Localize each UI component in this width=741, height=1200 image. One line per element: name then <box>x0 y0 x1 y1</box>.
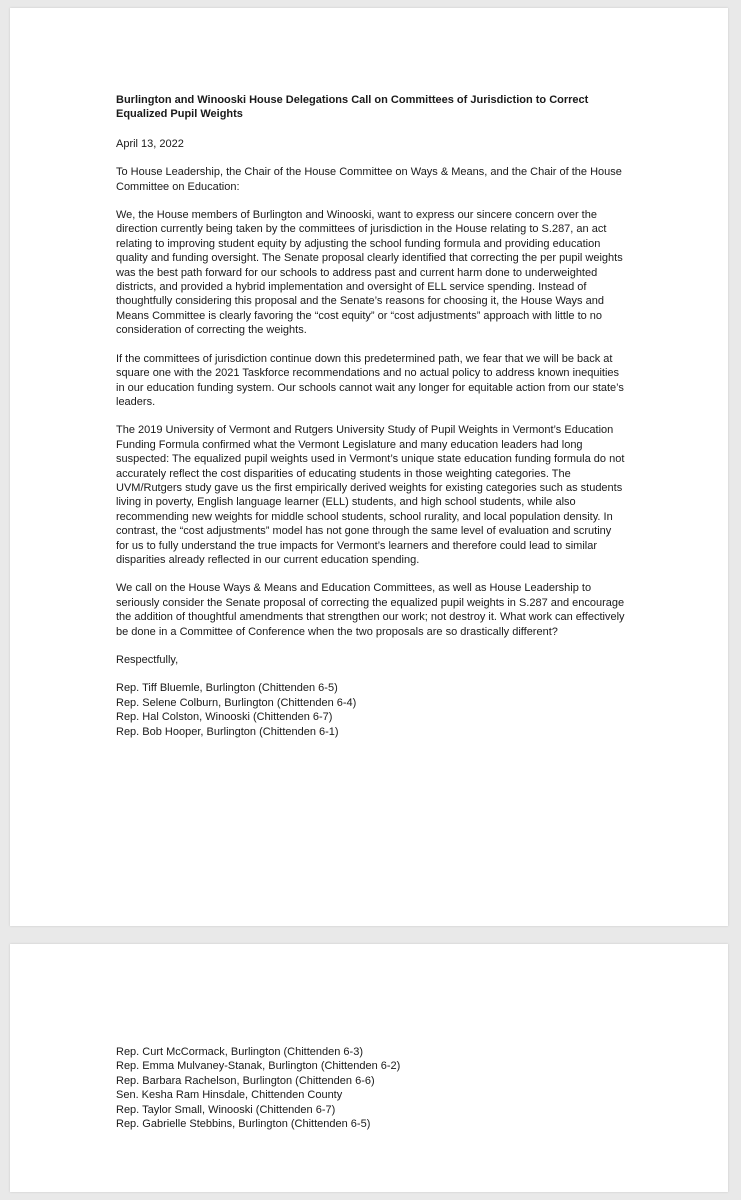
letter-salutation: To House Leadership, the Chair of the House Committee on Ways & Means, and the Chair of the House Committee on Education: <box>116 166 622 193</box>
signer: Rep. Tiff Bluemle, Burlington (Chittenden 6-5) <box>116 682 338 695</box>
signers-list-page-1 <box>116 681 626 739</box>
signer: Rep. Hal Colston, Winooski (Chittenden 6-7) <box>116 711 333 724</box>
signer: Rep. Gabrielle Stebbins, Burlington (Chittenden 6-5) <box>116 1118 371 1131</box>
paragraph-study: The 2019 University of Vermont and Rutgers University Study of Pupil Weights in Vermont’s Education Funding Formula confirmed what the Vermont Legislature and many education leaders had long suspected: The equalized pupil weights used in Vermont’s unique state education funding formula do not accurately reflect the cost disparities of educating students in those weighting categories. The UVM/Rutgers study gave us the first empirically derived weights for existing categories such as students living in poverty, English language learner (ELL) students, and high school students, while also recommending new weights for middle school students, school rurality, and local population density. In contrast, the “cost adjustments” model has not gone through the same level of evaluation and scrutiny for us to fully understand the true impacts for Vermont’s learners and therefore could lead to similar disparities already reflected in our current education spending. <box>116 424 625 566</box>
letter-closing: Respectfully, <box>116 654 179 666</box>
signer: Sen. Kesha Ram Hinsdale, Chittenden County <box>116 1089 343 1102</box>
document-page-1 <box>10 8 728 926</box>
signer: Rep. Taylor Small, Winooski (Chittenden 6-7) <box>116 1103 336 1116</box>
signer: Rep. Curt McCormack, Burlington (Chittenden 6-3) <box>116 1046 363 1058</box>
signer: Rep. Barbara Rachelson, Burlington (Chittenden 6-6) <box>116 1074 375 1087</box>
paragraph-predetermined-path: If the committees of jurisdiction continue down this predetermined path, we fear that we will be back at square one with the 2021 Taskforce recommendations and no actual policy to address known inequities in our education funding system. Our schools cannot wait any longer for equitable action from our state’s leaders. <box>116 352 624 408</box>
paragraph-call-to-action: We call on the House Ways & Means and Education Committees, as well as House Leadership to seriously consider the Senate proposal of correcting the equalized pupil weights in S.287 and encourage the addition of thoughtful amendments that strengthen our work; not destroy it. What work can effectively be done in a Committee of Conference when the two proposals are so drastically different? <box>116 582 625 638</box>
page-2-content <box>116 1045 626 1131</box>
signers-list-page-2 <box>116 1045 626 1131</box>
letter-date: April 13, 2022 <box>116 137 184 150</box>
document-page-2 <box>10 944 728 1192</box>
paragraph-concern: We, the House members of Burlington and Winooski, want to express our sincere concern over the direction currently being taken by the committees of jurisdiction in the House relating to S.287, an act relating to improving student equity by adjusting the school funding formula and providing education quality and funding oversight. The Senate proposal clearly identified that correcting the per pupil weights was the best path forward for our schools to address past and current harm done to underweighted districts, and provided a hybrid implementation and oversight of ELL service spending. Instead of thoughtfully considering this proposal and the Senate’s reasons for choosing it, the House Ways and Means Committee is clearly favoring the “cost equity” or “cost adjustments” approach with little to no consideration of correcting the weights. <box>116 209 623 337</box>
letter-title: Burlington and Winooski House Delegations Call on Committees of Jurisdiction to Correct Equalized Pupil Weights <box>116 94 589 121</box>
signer: Rep. Selene Colburn, Burlington (Chittenden 6-4) <box>116 696 357 709</box>
page-1-content <box>116 93 626 739</box>
signer: Rep. Bob Hooper, Burlington (Chittenden 6-1) <box>116 725 339 738</box>
signer: Rep. Emma Mulvaney-Stanak, Burlington (Chittenden 6-2) <box>116 1060 401 1073</box>
